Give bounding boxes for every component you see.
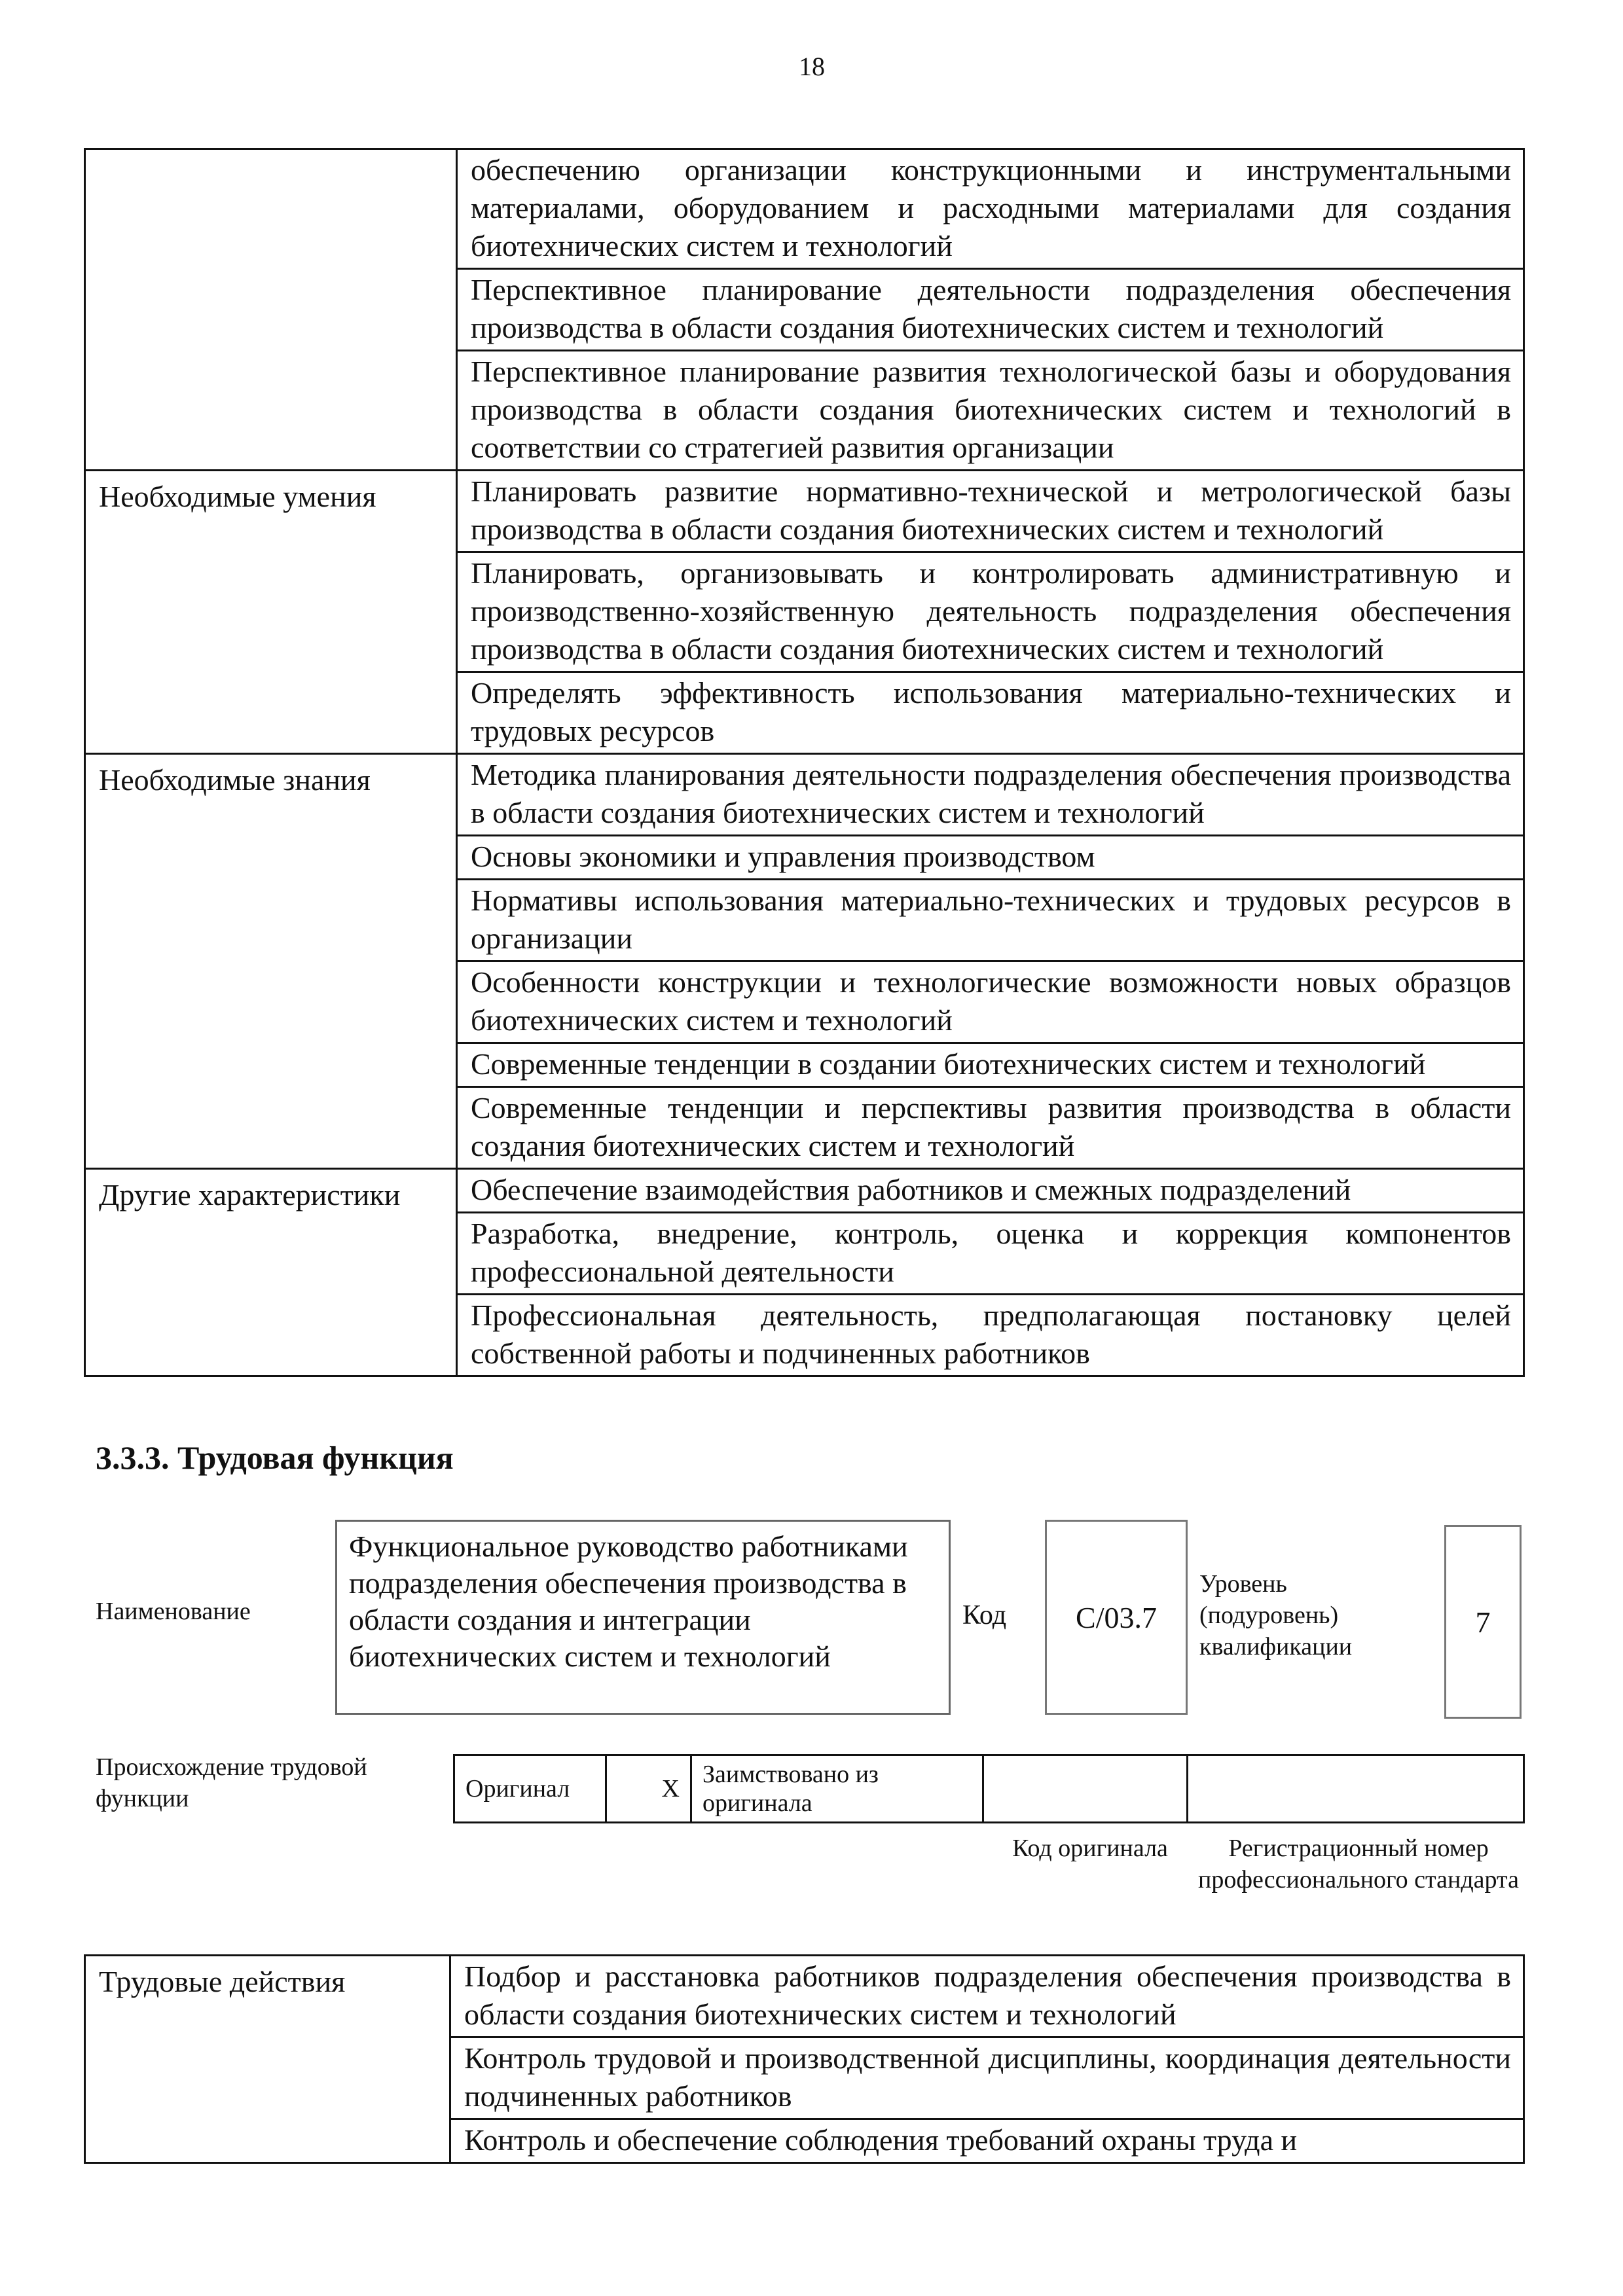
row-text: Подбор и расстановка работников подразделения обеспечения производства в области создания биотехнических систем и технологий [450, 1956, 1524, 2037]
row-text: Профессиональная деятельность, предполагающая постановку целей собственной работы и подчиненных работников [457, 1295, 1524, 1376]
page-number: 18 [799, 52, 825, 81]
table-row [85, 149, 1524, 269]
table-row [85, 1169, 1524, 1213]
reg-number-caption: Регистрационный номер профессионального стандарта [1198, 1835, 1519, 1893]
row-text: Перспективное планирование развития технологической базы и оборудования производства в области создания биотехнических систем и технологий в соответствии со стратегией развития организации [457, 351, 1524, 471]
borrowed-label: Заимствовано из оригинала [691, 1755, 983, 1823]
row-text: Разработка, внедрение, контроль, оценка и коррекция компонентов профессиональной деятельности [457, 1213, 1524, 1295]
row-text: Контроль и обеспечение соблюдения требований охраны труда и [450, 2119, 1524, 2163]
row-text: обеспечению организации конструкционными и инструментальными материалами, оборудованием и расходными материалами для создания биотехнических систем и технологий [457, 149, 1524, 269]
row-text: Современные тенденции и перспективы развития производства в области создания биотехнических систем и технологий [457, 1087, 1524, 1169]
function-name-box: Функциональное руководство работниками подразделения обеспечения производства в области создания и интеграции биотехнических систем и технологий [335, 1520, 951, 1715]
required-knowledge-label: Необходимые знания [85, 754, 457, 1169]
labour-actions-label: Трудовые действия [85, 1956, 450, 2163]
table-row [85, 1956, 1524, 2037]
row-text: Нормативы использования материально-технических и трудовых ресурсов в организации [457, 880, 1524, 961]
row-text: Обеспечение взаимодействия работников и смежных подразделений [457, 1169, 1524, 1213]
level-box [1444, 1525, 1522, 1719]
section-heading: 3.3.3. Трудовая функция [96, 1439, 454, 1476]
row-label [85, 149, 457, 471]
row-text: Перспективное планирование деятельности подразделения обеспечения производства в области создания биотехнических систем и технологий [457, 269, 1524, 351]
function-code-box [1045, 1520, 1188, 1715]
original-mark: X [606, 1755, 691, 1823]
code-original-caption: Код оригинала [1012, 1835, 1168, 1862]
origin-label: Происхождение трудовой функции [96, 1753, 367, 1812]
row-text: Особенности конструкции и технологические возможности новых образцов биотехнических систем и технологий [457, 961, 1524, 1043]
row-text: Контроль трудовой и производственной дисциплины, координация деятельности подчиненных работников [450, 2037, 1524, 2119]
original-label: Оригинал [454, 1755, 606, 1823]
row-text: Планировать развитие нормативно-технической и метрологической базы производства в области создания биотехнических систем и технологий [457, 471, 1524, 552]
level-label: Уровень (подуровень) квалификации [1199, 1570, 1353, 1660]
required-skills-label: Необходимые умения [85, 471, 457, 754]
function-code-value: C/03.7 [1076, 1600, 1157, 1634]
reg-number-cell [1188, 1755, 1524, 1823]
row-text: Определять эффективность использования материально-технических и трудовых ресурсов [457, 672, 1524, 754]
row-text: Основы экономики и управления производством [457, 836, 1524, 880]
name-label: Наименование [96, 1598, 251, 1625]
other-characteristics-label: Другие характеристики [85, 1169, 457, 1376]
code-label: Код [962, 1600, 1007, 1630]
original-code-cell [983, 1755, 1188, 1823]
table-row [85, 754, 1524, 836]
origin-table [453, 1754, 1525, 1823]
labour-actions-table [84, 1954, 1525, 2164]
qualification-table [84, 148, 1525, 1377]
level-value: 7 [1475, 1605, 1491, 1639]
table-row [85, 471, 1524, 552]
row-text: Современные тенденции в создании биотехнических систем и технологий [457, 1043, 1524, 1087]
row-text: Планировать, организовывать и контролировать административную и производственно-хозяйственную деятельность подразделения обеспечения производства в области создания биотехнических систем и технологий [457, 552, 1524, 672]
row-text: Методика планирования деятельности подразделения обеспечения производства в области создания биотехнических систем и технологий [457, 754, 1524, 836]
